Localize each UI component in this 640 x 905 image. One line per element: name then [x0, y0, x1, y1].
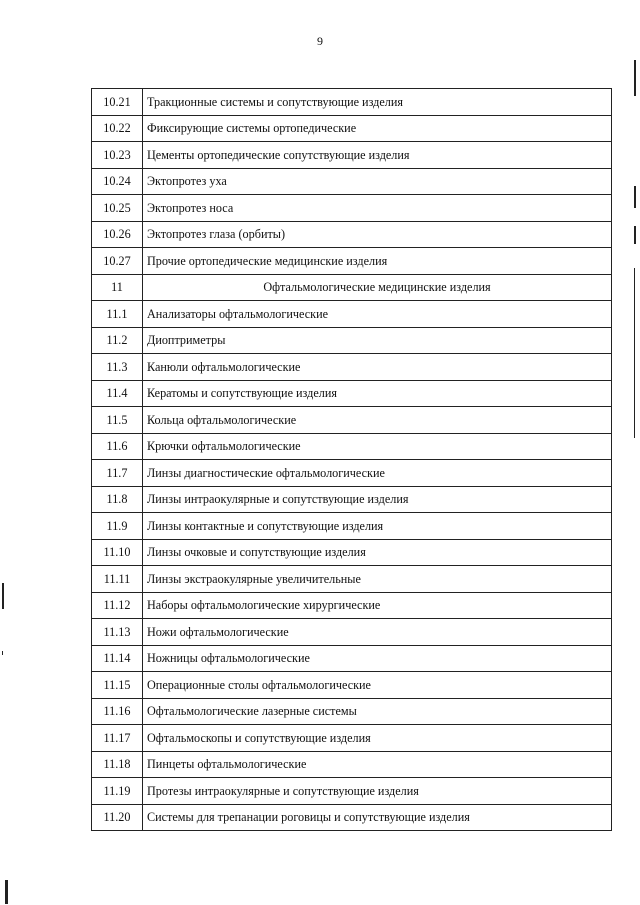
item-code: 10.26 — [92, 221, 143, 248]
item-code: 11.10 — [92, 539, 143, 566]
table-row — [92, 168, 612, 195]
section-header-row — [92, 274, 612, 301]
item-name: Системы для трепанации роговицы и сопутствующие изделия — [143, 804, 612, 831]
item-code: 11.6 — [92, 433, 143, 460]
item-name: Кератомы и сопутствующие изделия — [143, 380, 612, 407]
item-name: Прочие ортопедические медицинские изделия — [143, 248, 612, 275]
item-code: 11.5 — [92, 407, 143, 434]
item-code: 11.20 — [92, 804, 143, 831]
table-row — [92, 460, 612, 487]
item-code: 11.19 — [92, 778, 143, 805]
item-code: 11.18 — [92, 751, 143, 778]
item-code: 11.2 — [92, 327, 143, 354]
table-body — [92, 89, 612, 831]
item-name: Линзы экстраокулярные увеличительные — [143, 566, 612, 593]
item-name: Эктопротез уха — [143, 168, 612, 195]
item-name: Офтальмоскопы и сопутствующие изделия — [143, 725, 612, 752]
item-name: Кольца офтальмологические — [143, 407, 612, 434]
scan-mark-left-bottom — [5, 880, 8, 904]
table-row — [92, 195, 612, 222]
item-code: 11.3 — [92, 354, 143, 381]
table-row — [92, 566, 612, 593]
item-name: Наборы офтальмологические хирургические — [143, 592, 612, 619]
item-name: Анализаторы офтальмологические — [143, 301, 612, 328]
scan-mark-right-mid-1 — [634, 186, 636, 208]
table-row — [92, 592, 612, 619]
item-code: 11.7 — [92, 460, 143, 487]
table-row — [92, 619, 612, 646]
table-row — [92, 513, 612, 540]
item-name: Линзы очковые и сопутствующие изделия — [143, 539, 612, 566]
item-code: 11.17 — [92, 725, 143, 752]
table-row — [92, 407, 612, 434]
item-name: Тракционные системы и сопутствующие изделия — [143, 89, 612, 116]
item-code: 11.9 — [92, 513, 143, 540]
item-code: 11.13 — [92, 619, 143, 646]
item-code: 10.27 — [92, 248, 143, 275]
item-name: Эктопротез носа — [143, 195, 612, 222]
item-code: 11.14 — [92, 645, 143, 672]
page-number: 9 — [317, 34, 323, 48]
item-code: 11.4 — [92, 380, 143, 407]
item-code: 11.15 — [92, 672, 143, 699]
item-code: 10.22 — [92, 115, 143, 142]
item-name: Ножницы офтальмологические — [143, 645, 612, 672]
table-row — [92, 89, 612, 116]
table-row — [92, 433, 612, 460]
item-code: 10.23 — [92, 142, 143, 169]
item-name: Эктопротез глаза (орбиты) — [143, 221, 612, 248]
item-code: 10.24 — [92, 168, 143, 195]
item-code: 11.11 — [92, 566, 143, 593]
item-name: Диоптриметры — [143, 327, 612, 354]
item-name: Операционные столы офтальмологические — [143, 672, 612, 699]
item-name: Линзы интраокулярные и сопутствующие изделия — [143, 486, 612, 513]
table-row — [92, 115, 612, 142]
scan-mark-right-mid-3 — [634, 268, 635, 438]
item-name: Крючки офтальмологические — [143, 433, 612, 460]
table-row — [92, 672, 612, 699]
table-row — [92, 751, 612, 778]
item-name: Канюли офтальмологические — [143, 354, 612, 381]
item-code: 11.8 — [92, 486, 143, 513]
item-code: 11.16 — [92, 698, 143, 725]
scan-mark-right-top — [634, 60, 636, 96]
table-row — [92, 725, 612, 752]
table-row — [92, 778, 612, 805]
section-title: Офтальмологические медицинские изделия — [143, 274, 612, 301]
item-name: Фиксирующие системы ортопедические — [143, 115, 612, 142]
table-row — [92, 301, 612, 328]
table-row — [92, 327, 612, 354]
table-row — [92, 804, 612, 831]
table-row — [92, 380, 612, 407]
table-row — [92, 698, 612, 725]
scan-mark-left-2 — [2, 651, 3, 655]
table-row — [92, 248, 612, 275]
item-name: Цементы ортопедические сопутствующие изделия — [143, 142, 612, 169]
item-code: 11 — [92, 274, 143, 301]
medical-devices-table — [91, 88, 612, 831]
table-row — [92, 354, 612, 381]
item-code: 10.21 — [92, 89, 143, 116]
table-row — [92, 539, 612, 566]
scan-mark-left-1 — [2, 583, 4, 609]
item-name: Линзы контактные и сопутствующие изделия — [143, 513, 612, 540]
item-name: Линзы диагностические офтальмологические — [143, 460, 612, 487]
item-name: Ножи офтальмологические — [143, 619, 612, 646]
table-row — [92, 142, 612, 169]
table-row — [92, 486, 612, 513]
item-name: Протезы интраокулярные и сопутствующие изделия — [143, 778, 612, 805]
table-row — [92, 645, 612, 672]
table-row — [92, 221, 612, 248]
scan-mark-right-mid-2 — [634, 226, 636, 244]
item-name: Офтальмологические лазерные системы — [143, 698, 612, 725]
item-code: 10.25 — [92, 195, 143, 222]
item-code: 11.12 — [92, 592, 143, 619]
item-code: 11.1 — [92, 301, 143, 328]
item-name: Пинцеты офтальмологические — [143, 751, 612, 778]
